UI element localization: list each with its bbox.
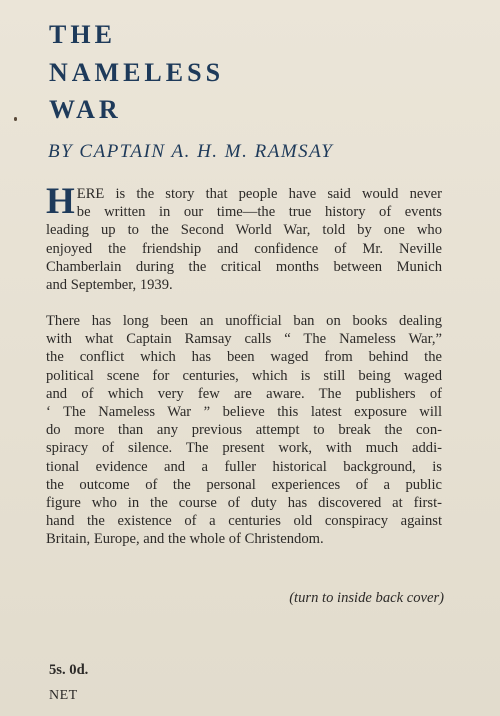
- title-line-1: THE: [49, 20, 116, 49]
- author-byline: BY CAPTAIN A. H. M. RAMSAY: [48, 141, 334, 162]
- blurb-line: and of which very few are aware. The publishers of: [46, 385, 442, 402]
- blurb-line: spiracy of silence. The present work, with much addi-: [46, 440, 442, 457]
- blurb-line: and September, 1939.: [46, 277, 173, 294]
- blurb-line: enjoyed the friendship and confidence of Mr. Neville: [46, 240, 442, 257]
- blurb-line: leading up to the Second World War, told by one who: [46, 222, 442, 239]
- ink-speck: [14, 117, 17, 121]
- price-net-label: NET: [49, 688, 78, 703]
- blurb-line: Britain, Europe, and the whole of Christendom.: [46, 531, 324, 548]
- blurb-line: There has long been an unofficial ban on books dealing: [46, 313, 442, 329]
- title-line-2: NAMELESS: [49, 58, 225, 87]
- blurb-line: the outcome of the personal experiences of a public: [46, 476, 442, 493]
- blurb-line: political scene for centuries, which is still being waged: [46, 367, 442, 384]
- blurb-line: figure who in the course of duty has discovered at first-: [46, 495, 442, 512]
- blurb-line: the conflict which has been waged from behind the: [46, 349, 442, 366]
- blurb-paragraph-2: [46, 312, 442, 549]
- drop-cap: H: [46, 181, 75, 222]
- blurb-line: with what Captain Ramsay calls “ The Nameless War,”: [46, 331, 442, 348]
- blurb-line: do more than any previous attempt to break the con-: [46, 422, 442, 439]
- blurb-line: hand the existence of a centuries old conspiracy against: [46, 513, 442, 530]
- price: 5s. 0d.: [49, 662, 89, 678]
- blurb-line: be written in our time—the true history of events: [76, 204, 442, 221]
- blurb-line: ‘ The Nameless War ” believe this latest exposure will: [46, 404, 442, 421]
- title-line-3: WAR: [49, 95, 122, 124]
- blurb-line: Chamberlain during the critical months between Munich: [46, 258, 442, 275]
- blurb-paragraph-1: [46, 181, 442, 294]
- continuation-note: (turn to inside back cover): [289, 590, 444, 606]
- blurb-line: tional evidence and a fuller historical background, is: [46, 458, 442, 475]
- blurb-line: ERE is the story that people have said would never: [76, 186, 442, 202]
